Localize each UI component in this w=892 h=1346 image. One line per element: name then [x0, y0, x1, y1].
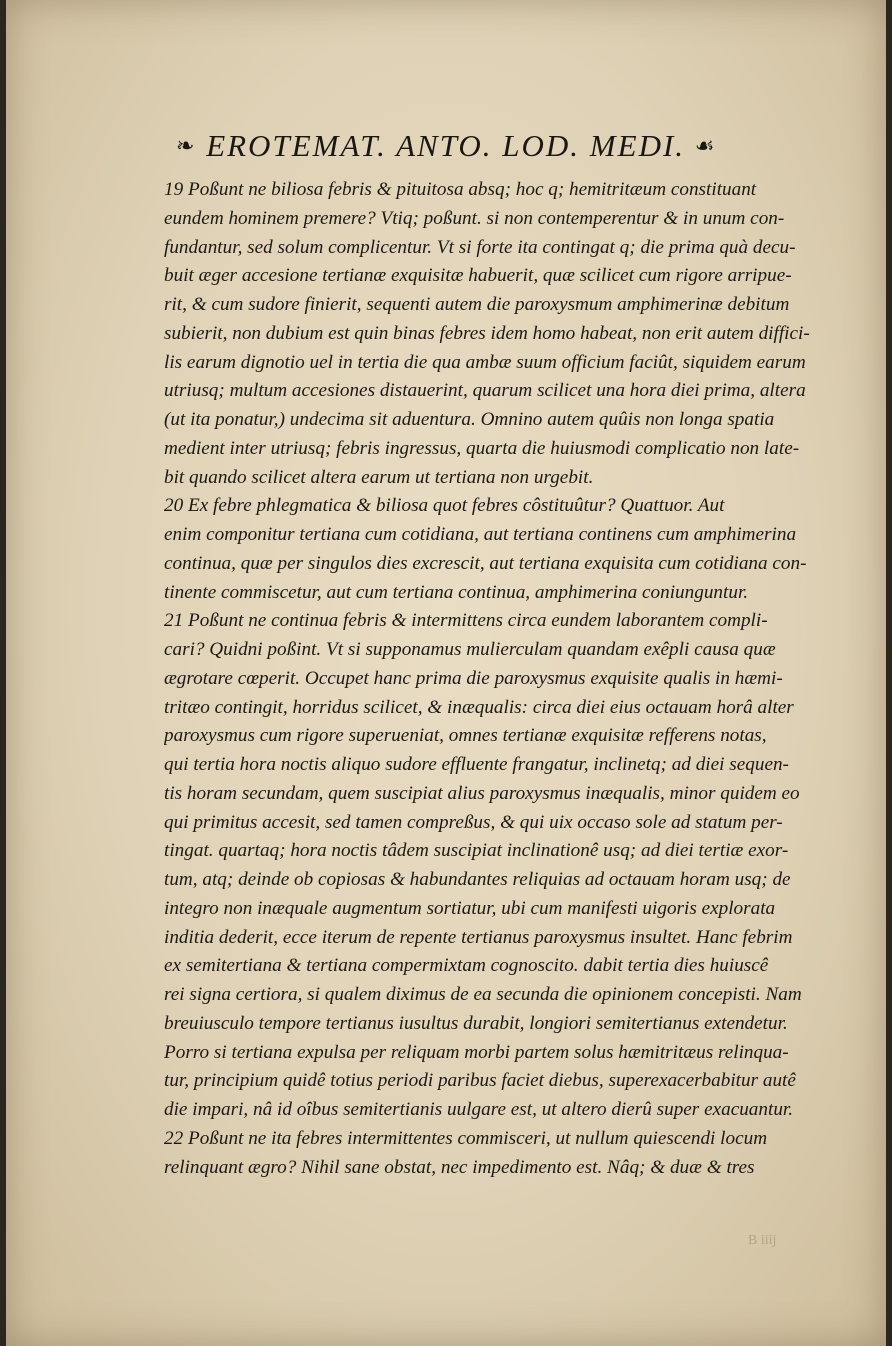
- text-line: tingat. quartaq; hora noctis tâdem suscipiat inclinationê usq; ad diei tertiæ exor-: [164, 840, 789, 862]
- signature-mark: B iiij: [748, 1233, 777, 1248]
- text-line: ægrotare cœperit. Occupet hanc prima die paroxysmus exquisite qualis in hæmi-: [164, 667, 783, 689]
- left-ornament-icon: ❧: [176, 133, 197, 158]
- text-line: Porro si tertiana expulsa per reliquam morbi partem solus hæmitritæus relinqua-: [164, 1041, 789, 1063]
- text-line: medient inter utriusq; febris ingressus, quarta die huiusmodi complicatio non late-: [164, 437, 800, 459]
- text-line: rei signa certiora, si qualem diximus de ea secunda die opinionem concepisti. Nam: [164, 984, 802, 1005]
- text-line: tritæo contingit, horridus scilicet, & inæqualis: circa diei eius octauam horâ alter: [164, 696, 794, 718]
- text-line: rit, & cum sudore finierit, sequenti autem die paroxysmum amphimerinæ debitum: [164, 294, 790, 315]
- text-line: 19 Poßunt ne biliosa febris & pituitosa absq; hoc q; hemitritæum constituant: [164, 179, 757, 200]
- book-page: [6, 0, 886, 1346]
- text-line: relinquant ægro? Nihil sane obstat, nec impedimento est. Nâq; & duæ & tres: [164, 1156, 755, 1178]
- text-line: tum, atq; deinde ob copiosas & habundantes reliquias ad octauam horam usq; de: [164, 869, 791, 890]
- running-head-title: EROTEMAT. ANTO. LOD. MEDI.: [206, 128, 686, 163]
- text-line: qui primitus accesit, sed tamen compreßus, & qui uix occaso sole ad statum per-: [164, 811, 783, 833]
- text-line: bit quando scilicet altera earum ut tertiana non urgebit.: [164, 466, 594, 488]
- text-line: die impari, nâ id oîbus semitertianis uulgare est, ut altero dierû super exacuantur.: [164, 1099, 794, 1120]
- text-line: tur, principium quidê totius periodi paribus faciet diebus, superexacerbabitur autê: [164, 1070, 796, 1092]
- text-line: lis earum dignotio uel in tertia die qua ambæ suum officium faciût, siquidem earum: [164, 351, 806, 373]
- body-text: [164, 176, 840, 1182]
- text-line: 20 Ex febre phlegmatica & biliosa quot febres côstituûtur? Quattuor. Aut: [164, 495, 725, 517]
- text-line: subierit, non dubium est quin binas febres idem homo habeat, non erit autem diffici-: [164, 322, 810, 344]
- text-line: 21 Poßunt ne continua febris & intermittens circa eundem laborantem compli-: [164, 610, 768, 632]
- text-line: inditia dederit, ecce iterum de repente tertianus paroxysmus insultet. Hanc febrim: [164, 926, 793, 948]
- text-line: qui tertia hora noctis aliquo sudore effluente frangatur, inclinetq; ad diei sequen-: [164, 754, 789, 775]
- text-line: 22 Poßunt ne ita febres intermittentes commisceri, ut nullum quiescendi locum: [164, 1127, 768, 1149]
- text-line: continua, quæ per singulos dies excrescit, aut tertiana exquisita cum cotidiana con-: [164, 552, 807, 574]
- text-line: tinente commiscetur, aut cum tertiana continua, amphimerina coniunguntur.: [164, 581, 749, 603]
- text-line: tis horam secundam, quem suscipiat alius paroxysmus inæqualis, minor quidem eo: [164, 782, 800, 804]
- text-line: utriusq; multum accesiones distauerint, quarum scilicet una hora diei prima, altera: [164, 380, 806, 402]
- text-line: (ut ita ponatur,) undecima sit aduentura. Omnino autem quûis non longa spatia: [164, 409, 775, 430]
- text-line: fundantur, sed solum complicentur. Vt si forte ita contingat q; die prima quà decu-: [164, 236, 796, 258]
- right-ornament-icon: ☙: [694, 133, 717, 158]
- text-line: breuiusculo tempore tertianus iusultus durabit, longiori semitertianus extendetur.: [164, 1012, 788, 1034]
- text-line: ex semitertiana & tertiana compermixtam cognoscito. dabit tertia dies huiuscê: [164, 955, 769, 977]
- running-head: [176, 128, 826, 172]
- text-line: buit æger accesione tertianæ exquisitæ habuerit, quæ scilicet cum rigore arripue-: [164, 265, 792, 287]
- text-line: enim componitur tertiana cum cotidiana, aut tertiana continens cum amphimerina: [164, 524, 797, 545]
- text-line: integro non inæquale augmentum sortiatur, ubi cum manifesti uigoris explorata: [164, 897, 776, 919]
- text-line: eundem hominem premere? Vtiq; poßunt. si non contemperentur & in unum con-: [164, 207, 785, 229]
- text-line: paroxysmus cum rigore superueniat, omnes tertianæ exquisitæ refferens notas,: [164, 725, 767, 747]
- text-line: cari? Quidni poßint. Vt si supponamus mulierculam quandam exêpli causa quæ: [164, 639, 776, 660]
